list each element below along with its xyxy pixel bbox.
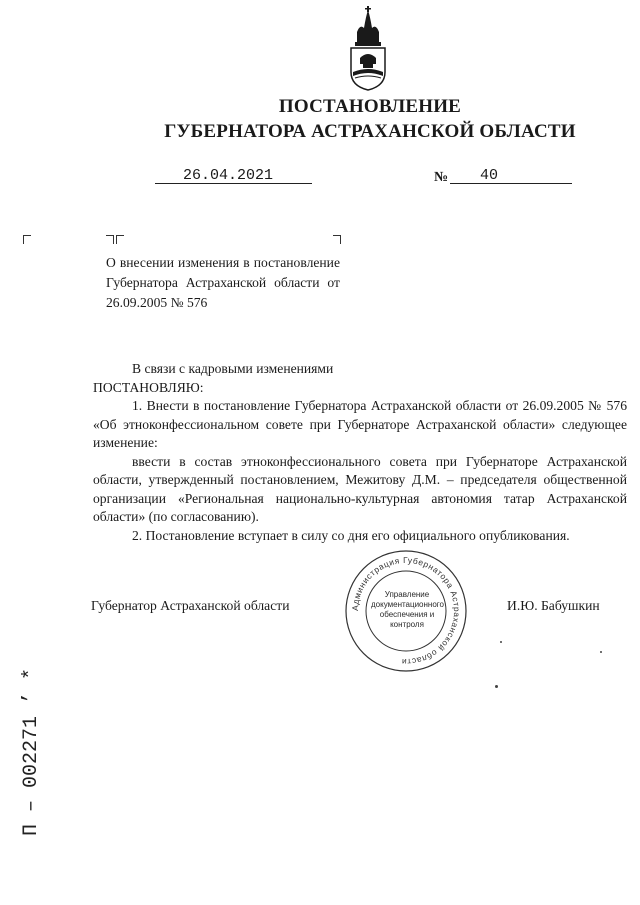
- subject-corner-mark: [106, 235, 114, 244]
- signatory-name: И.Ю. Бабушкин: [507, 598, 600, 613]
- number-underline: [450, 183, 572, 184]
- preamble: В связи с кадровыми изменениями: [132, 361, 334, 376]
- item-2: 2. Постановление вступает в силу со дня его официального опубликования.: [132, 527, 570, 543]
- item-1-detail: ввести в состав этноконфессионального совета при Губернаторе Астраханской области, утвержденный постановлением, Межитову Д.М. – председателя общественной организации «Региональная национально-культурная автономия татар Астраханской области» (по согласованию).: [93, 453, 627, 524]
- document-number: 40: [480, 167, 499, 184]
- registration-number: П – 002271 ’ *: [20, 667, 43, 836]
- ink-speck: [600, 651, 602, 653]
- document-type-title: ПОСТАНОВЛЕНИЕ: [278, 96, 462, 117]
- stamp-ring-text: Администрация Губернатора Астраханской области: [349, 554, 463, 668]
- date-underline: [155, 183, 312, 184]
- stamp-center-text: Управление документационного обеспечения и контроля: [371, 590, 444, 629]
- document-subject: О внесении изменения в постановление Губернатора Астраханской области от 26.09.2005 № 576: [106, 255, 340, 310]
- document-body: [93, 360, 627, 545]
- subject-corner-mark: [333, 235, 341, 244]
- subject-corner-mark: [116, 235, 124, 244]
- ink-speck: [495, 685, 498, 688]
- coat-of-arms-emblem: [343, 6, 393, 92]
- signatory-position: Губернатор Астраханской области: [91, 598, 290, 613]
- number-sign: №: [434, 170, 449, 185]
- resolve-heading: ПОСТАНОВЛЯЮ:: [93, 379, 204, 395]
- document-date: 26.04.2021: [183, 167, 274, 184]
- issuer-title: ГУБЕРНАТОРА АСТРАХАНСКОЙ ОБЛАСТИ: [164, 121, 576, 142]
- ink-speck: [500, 641, 502, 643]
- margin-corner-mark: [23, 235, 31, 244]
- item-1: 1. Внести в постановление Губернатора Астраханской области от 26.09.2005 № 576 «Об этноконфессиональном совете при Губернаторе Астраханской области» следующее изменение:: [93, 398, 627, 450]
